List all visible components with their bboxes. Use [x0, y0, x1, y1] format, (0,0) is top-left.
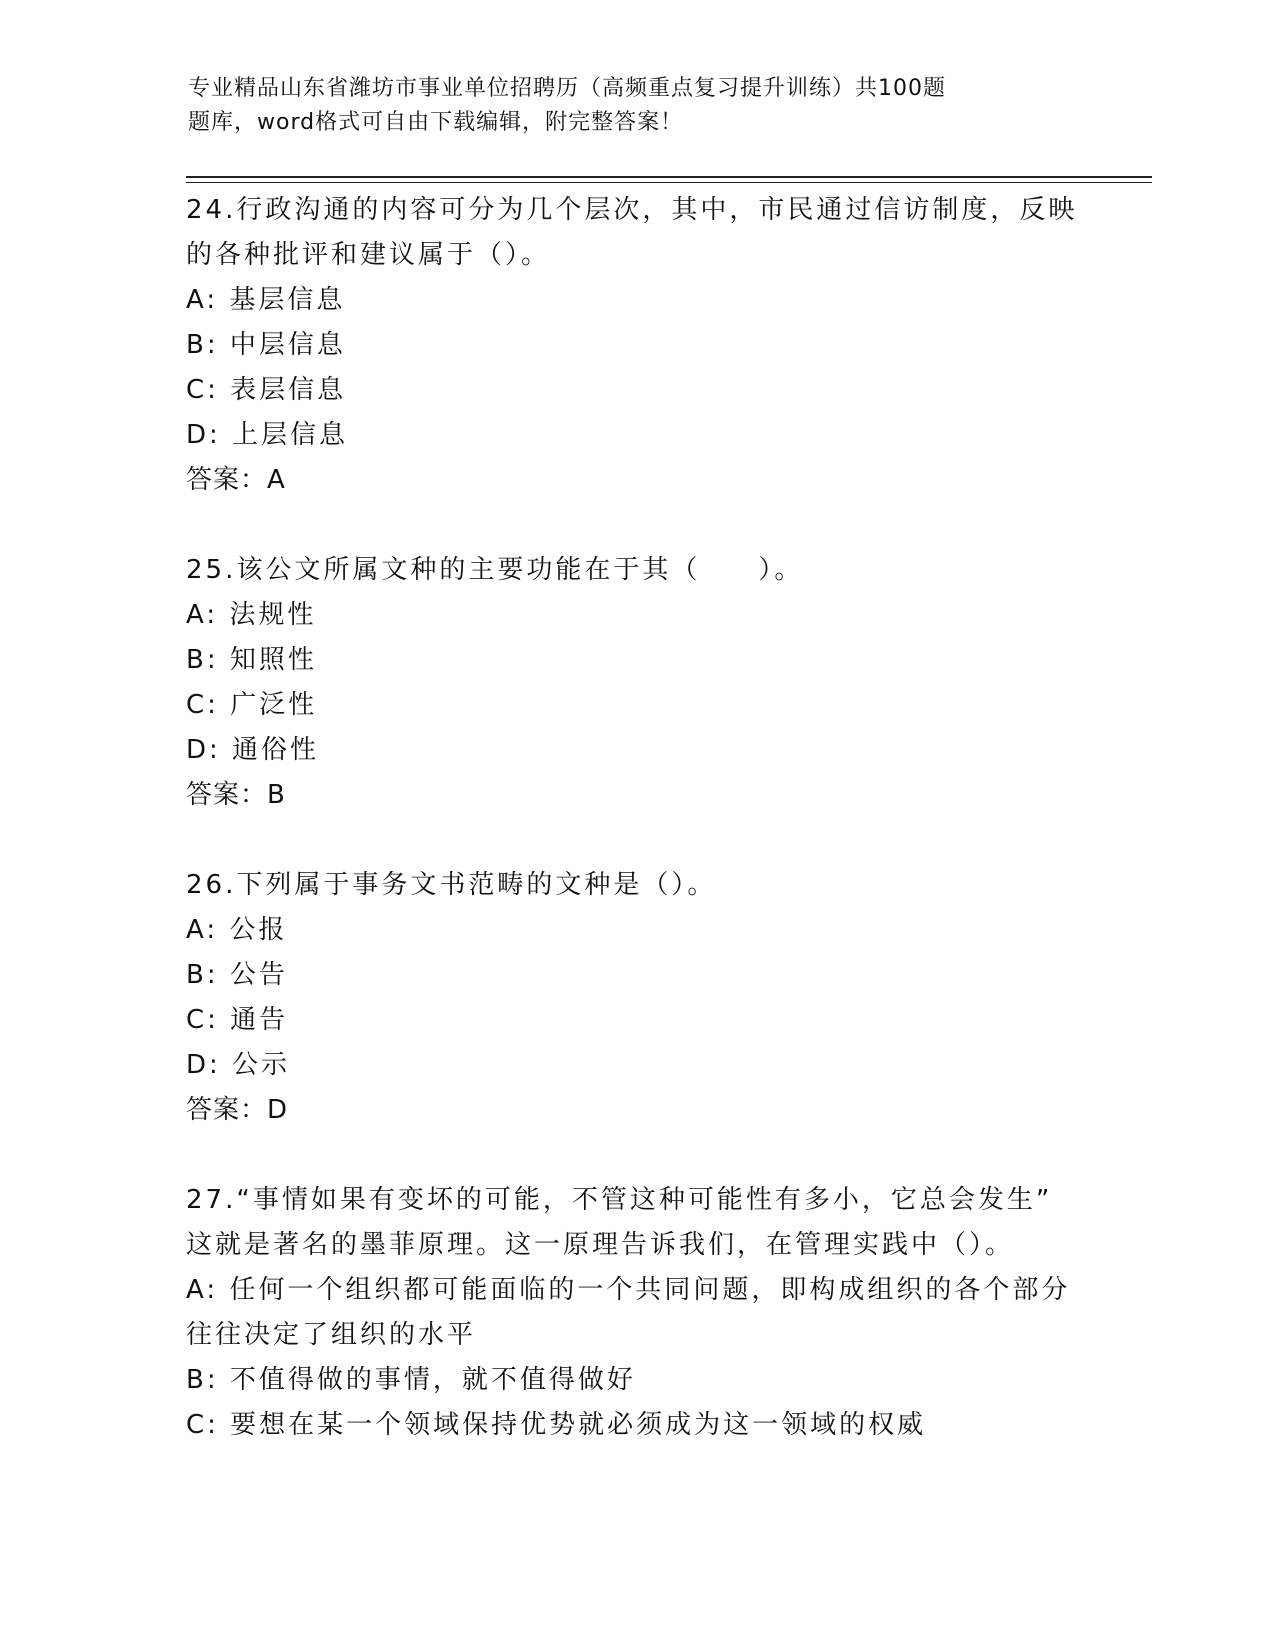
header-line-1: 专业精品山东省潍坊市事业单位招聘历（高频重点复习提升训练）共100题: [188, 76, 946, 101]
question-stem: 27.“事情如果有变坏的可能，不管这种可能性有多小，它总会发生”: [186, 1185, 1053, 1215]
question-stem: 的各种批评和建议属于（）。: [186, 240, 551, 270]
option-d: D: 公示: [186, 1050, 291, 1080]
answer-line: 答案：D: [186, 1095, 289, 1125]
question-24: [186, 188, 1086, 548]
header-rule-thick: [186, 176, 1152, 178]
question-stem: 这就是著名的墨菲原理。这一原理告诉我们，在管理实践中（）。: [186, 1230, 1015, 1260]
question-stem: 26.下列属于事务文书范畴的文种是（）。: [186, 870, 717, 900]
question-25: [186, 548, 1086, 863]
document-header: [188, 72, 1028, 140]
option-c: C: 要想在某一个领域保持优势就必须成为这一领域的权威: [186, 1410, 927, 1440]
option-b: B: 不值得做的事情，就不值得做好: [186, 1365, 636, 1395]
question-list: [186, 188, 1086, 1448]
option-a: A: 基层信息: [186, 285, 346, 315]
option-a-continued: 往往决定了组织的水平: [186, 1320, 477, 1350]
option-b: B: 公告: [186, 960, 288, 990]
question-27: [186, 1178, 1086, 1448]
option-a: A: 任何一个组织都可能面临的一个共同问题，即构成组织的各个部分: [186, 1275, 1071, 1305]
option-c: C: 广泛性: [186, 690, 318, 720]
option-b: B: 中层信息: [186, 330, 346, 360]
answer-line: 答案：A: [186, 465, 286, 495]
option-d: D: 通俗性: [186, 735, 320, 765]
question-stem: 24.行政沟通的内容可分为几个层次，其中，市民通过信访制度，反映: [186, 195, 1078, 225]
question-26: [186, 863, 1086, 1178]
option-a: A: 法规性: [186, 600, 317, 630]
option-b: B: 知照性: [186, 645, 317, 675]
question-stem: 25.该公文所属文种的主要功能在于其（ ）。: [186, 555, 804, 585]
answer-line: 答案：B: [186, 780, 286, 810]
header-line-2: 题库，word格式可自由下载编辑，附完整答案！: [188, 110, 684, 135]
option-d: D: 上层信息: [186, 420, 349, 450]
option-c: C: 通告: [186, 1005, 289, 1035]
option-c: C: 表层信息: [186, 375, 347, 405]
option-a: A: 公报: [186, 915, 288, 945]
header-rule-thin: [186, 182, 1152, 183]
